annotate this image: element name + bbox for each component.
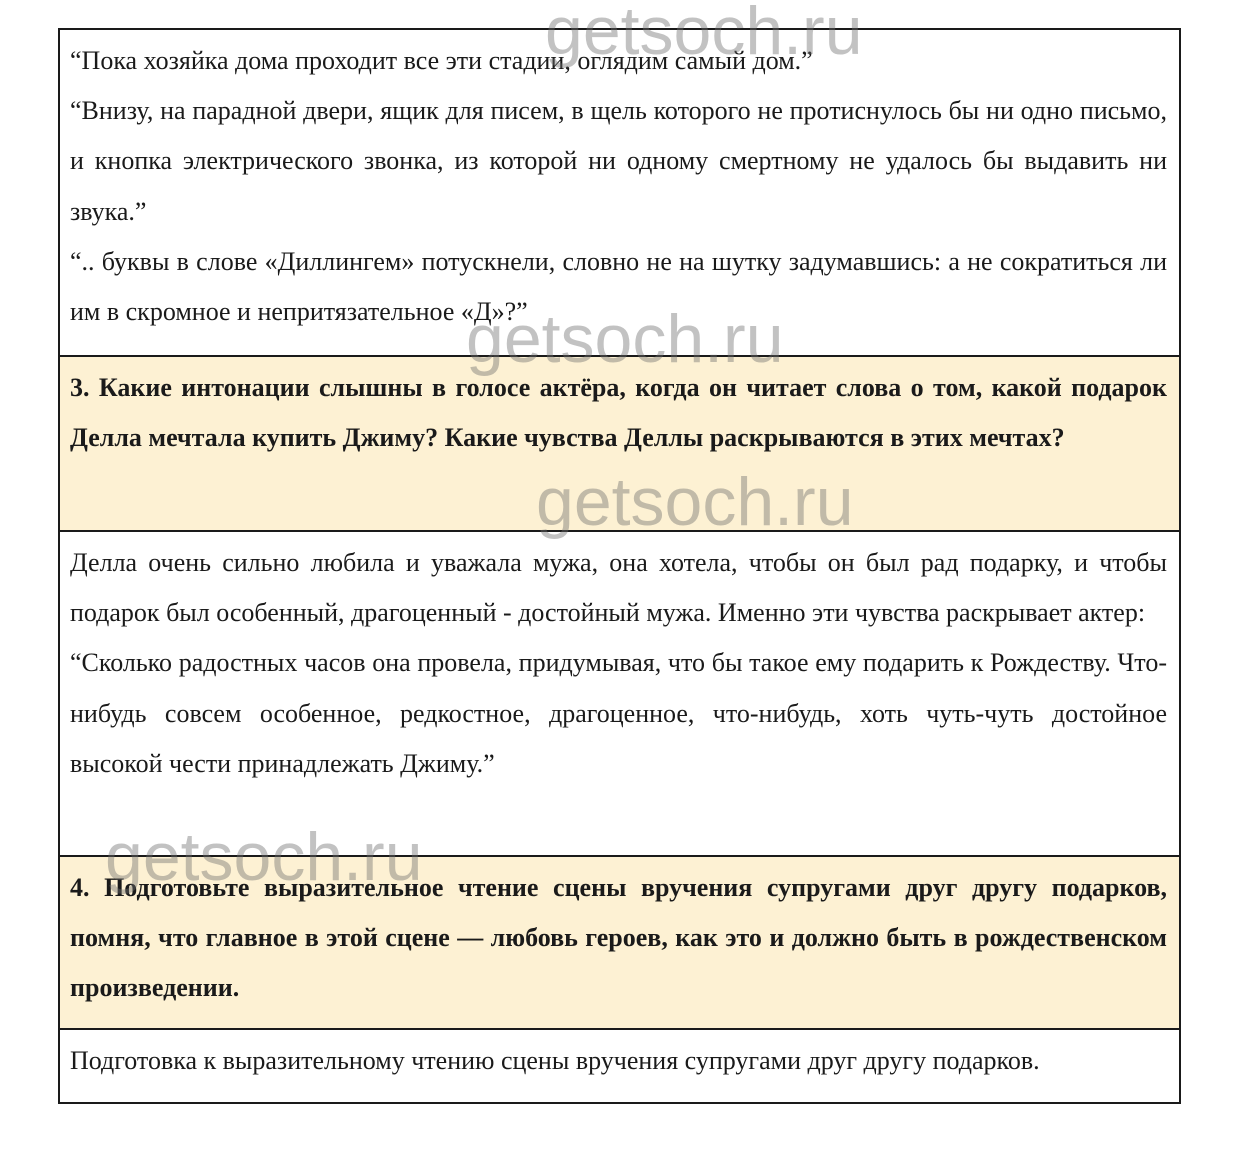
answer-cell-3: [60, 530, 1179, 855]
watermark: getsoch.ru: [105, 819, 423, 895]
question-cell-3: [60, 355, 1179, 530]
answer-paragraph: “Пока хозяйка дома проходит все эти стадии, оглядим самый дом.”: [70, 46, 813, 75]
qa-table: [58, 28, 1181, 1104]
watermark: getsoch.ru: [536, 464, 854, 540]
answer-paragraph: “Внизу, на парадной двери, ящик для писем, в щель которого не протиснулось бы ни одно письмо, и кнопка электрического звонка, из которой ни одному смертному не удалось бы выдавить ни звука.”: [70, 96, 1167, 226]
question-cell-4: [60, 855, 1179, 1028]
watermark: getsoch.ru: [545, 0, 863, 69]
watermark: getsoch.ru: [466, 301, 784, 377]
answer-paragraph: Подготовка к выразительному чтению сцены вручения супругами друг другу подарков.: [70, 1046, 1040, 1075]
answer-paragraph: “.. буквы в слове «Диллингем» потускнели, словно не на шутку задумавшись: а не сократиться ли им в скромное и непритязательное «Д»?”: [70, 246, 1167, 327]
question-text: 4. Подготовьте выразительное чтение сцены вручения супругами друг другу подарков, помня, что главное в этой сцене — любовь героев, как это и должно быть в рождественском произведении.: [70, 873, 1167, 1003]
question-text: 3. Какие интонации слышны в голосе актёра, когда он читает слова о том, какой подарок Делла мечтала купить Джиму? Какие чувства Деллы раскрываются в этих мечтах?: [70, 373, 1167, 453]
answer-cell-4: [60, 1028, 1179, 1102]
answer-cell-quotes: [60, 30, 1179, 355]
answer-paragraph: “Сколько радостных часов она провела, придумывая, что бы такое ему подарить к Рождеству. Что-нибудь совсем особенное, редкостное, драгоценное, что-нибудь, хоть чуть-чуть достойное высокой чести принадлежать Джиму.”: [70, 648, 1167, 778]
answer-paragraph: Делла очень сильно любила и уважала мужа, она хотела, чтобы он был рад подарку, и чтобы подарок был особенный, драгоценный - достойный мужа. Именно эти чувства раскрывает актер:: [70, 548, 1167, 628]
